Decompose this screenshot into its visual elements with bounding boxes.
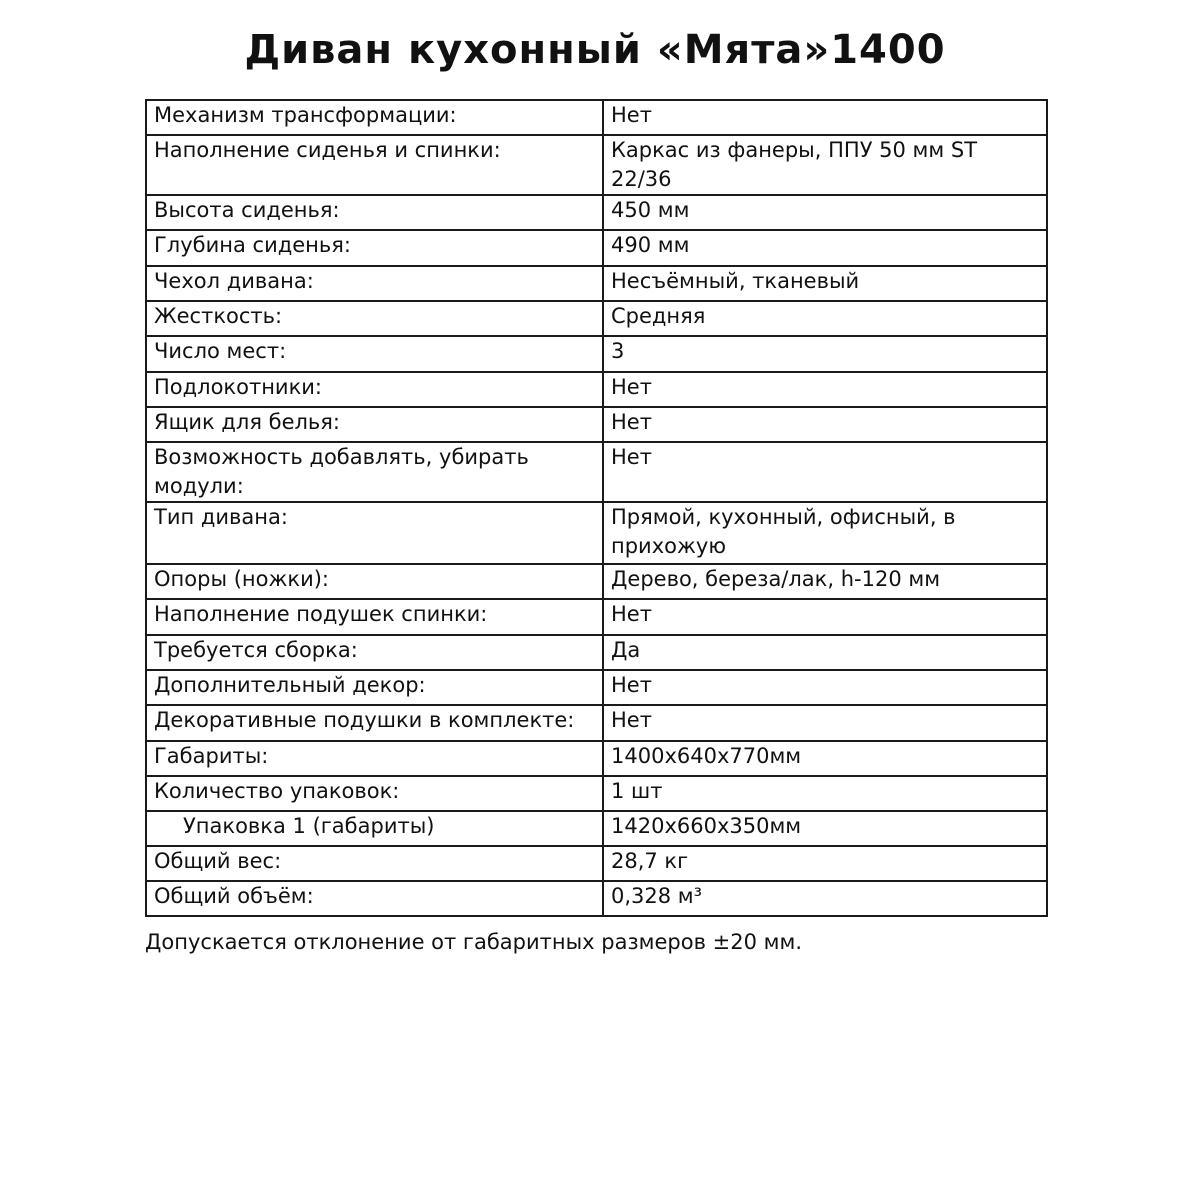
spec-value: Нет — [603, 407, 1047, 442]
table-row — [146, 230, 1047, 266]
table-row — [146, 502, 1047, 564]
spec-label: Жесткость: — [146, 301, 603, 336]
spec-label: Декоративные подушки в комплекте: — [146, 705, 603, 741]
table-row — [146, 100, 1047, 135]
table-row — [146, 564, 1047, 599]
table-row — [146, 670, 1047, 705]
spec-value: Нет — [603, 372, 1047, 407]
specifications-table — [145, 99, 1048, 742]
table-row — [146, 301, 1047, 336]
spec-label: Высота сиденья: — [146, 195, 603, 230]
table-row — [146, 635, 1047, 670]
spec-value: 450 мм — [603, 195, 1047, 230]
spec-label: Чехол дивана: — [146, 266, 603, 301]
table-row — [146, 407, 1047, 442]
page-title: Диван кухонный «Мята»1400 — [244, 27, 946, 73]
dimension-label: Количество упаковок: — [146, 776, 603, 811]
spec-value: Несъёмный, тканевый — [603, 266, 1047, 301]
dimension-value: 28,7 кг — [603, 846, 1047, 881]
dimension-value: 1420х660х350мм — [603, 811, 1047, 846]
spec-label: Ящик для белья: — [146, 407, 603, 442]
spec-value: Каркас из фанеры, ППУ 50 мм ST 22/36 — [603, 135, 1047, 195]
spec-label: Возможность добавлять, убирать модули: — [146, 442, 603, 502]
spec-label: Наполнение подушек спинки: — [146, 599, 603, 635]
dimension-value: 1400х640х770мм — [603, 741, 1047, 776]
dimension-value: 1 шт — [603, 776, 1047, 811]
spec-value: Нет — [603, 100, 1047, 135]
table-row — [146, 372, 1047, 407]
table-row — [146, 846, 1047, 881]
dimension-label: Габариты: — [146, 741, 603, 776]
spec-label: Механизм трансформации: — [146, 100, 603, 135]
table-row — [146, 741, 1047, 776]
spec-value: Нет — [603, 599, 1047, 635]
dimension-label: Общий вес: — [146, 846, 603, 881]
dimension-label: Упаковка 1 (габариты) — [146, 811, 603, 846]
spec-label: Наполнение сиденья и спинки: — [146, 135, 603, 195]
spec-label: Дополнительный декор: — [146, 670, 603, 705]
tolerance-note: Допускается отклонение от габаритных размеров ±20 мм. — [145, 930, 802, 954]
spec-value: Нет — [603, 705, 1047, 741]
spec-value: Дерево, береза/лак, h-120 мм — [603, 564, 1047, 599]
spec-label: Подлокотники: — [146, 372, 603, 407]
spec-label: Опоры (ножки): — [146, 564, 603, 599]
dimension-label: Общий объём: — [146, 881, 603, 916]
spec-value: Нет — [603, 670, 1047, 705]
spec-label: Глубина сиденья: — [146, 230, 603, 266]
table-row — [146, 881, 1047, 916]
dimension-value: 0,328 м³ — [603, 881, 1047, 916]
table-row — [146, 195, 1047, 230]
spec-value: 3 — [603, 336, 1047, 372]
spec-value: Да — [603, 635, 1047, 670]
table-row — [146, 442, 1047, 502]
spec-label: Требуется сборка: — [146, 635, 603, 670]
table-row — [146, 336, 1047, 372]
spec-label: Тип дивана: — [146, 502, 603, 564]
table-row — [146, 266, 1047, 301]
table-row — [146, 705, 1047, 741]
spec-value: Средняя — [603, 301, 1047, 336]
spec-value: 490 мм — [603, 230, 1047, 266]
table-row — [146, 135, 1047, 195]
spec-label: Число мест: — [146, 336, 603, 372]
table-row — [146, 776, 1047, 811]
spec-value: Нет — [603, 442, 1047, 502]
spec-value: Прямой, кухонный, офисный, в прихожую — [603, 502, 1047, 564]
table-row — [146, 599, 1047, 635]
table-row — [146, 811, 1047, 846]
dimensions-table — [145, 740, 1048, 917]
